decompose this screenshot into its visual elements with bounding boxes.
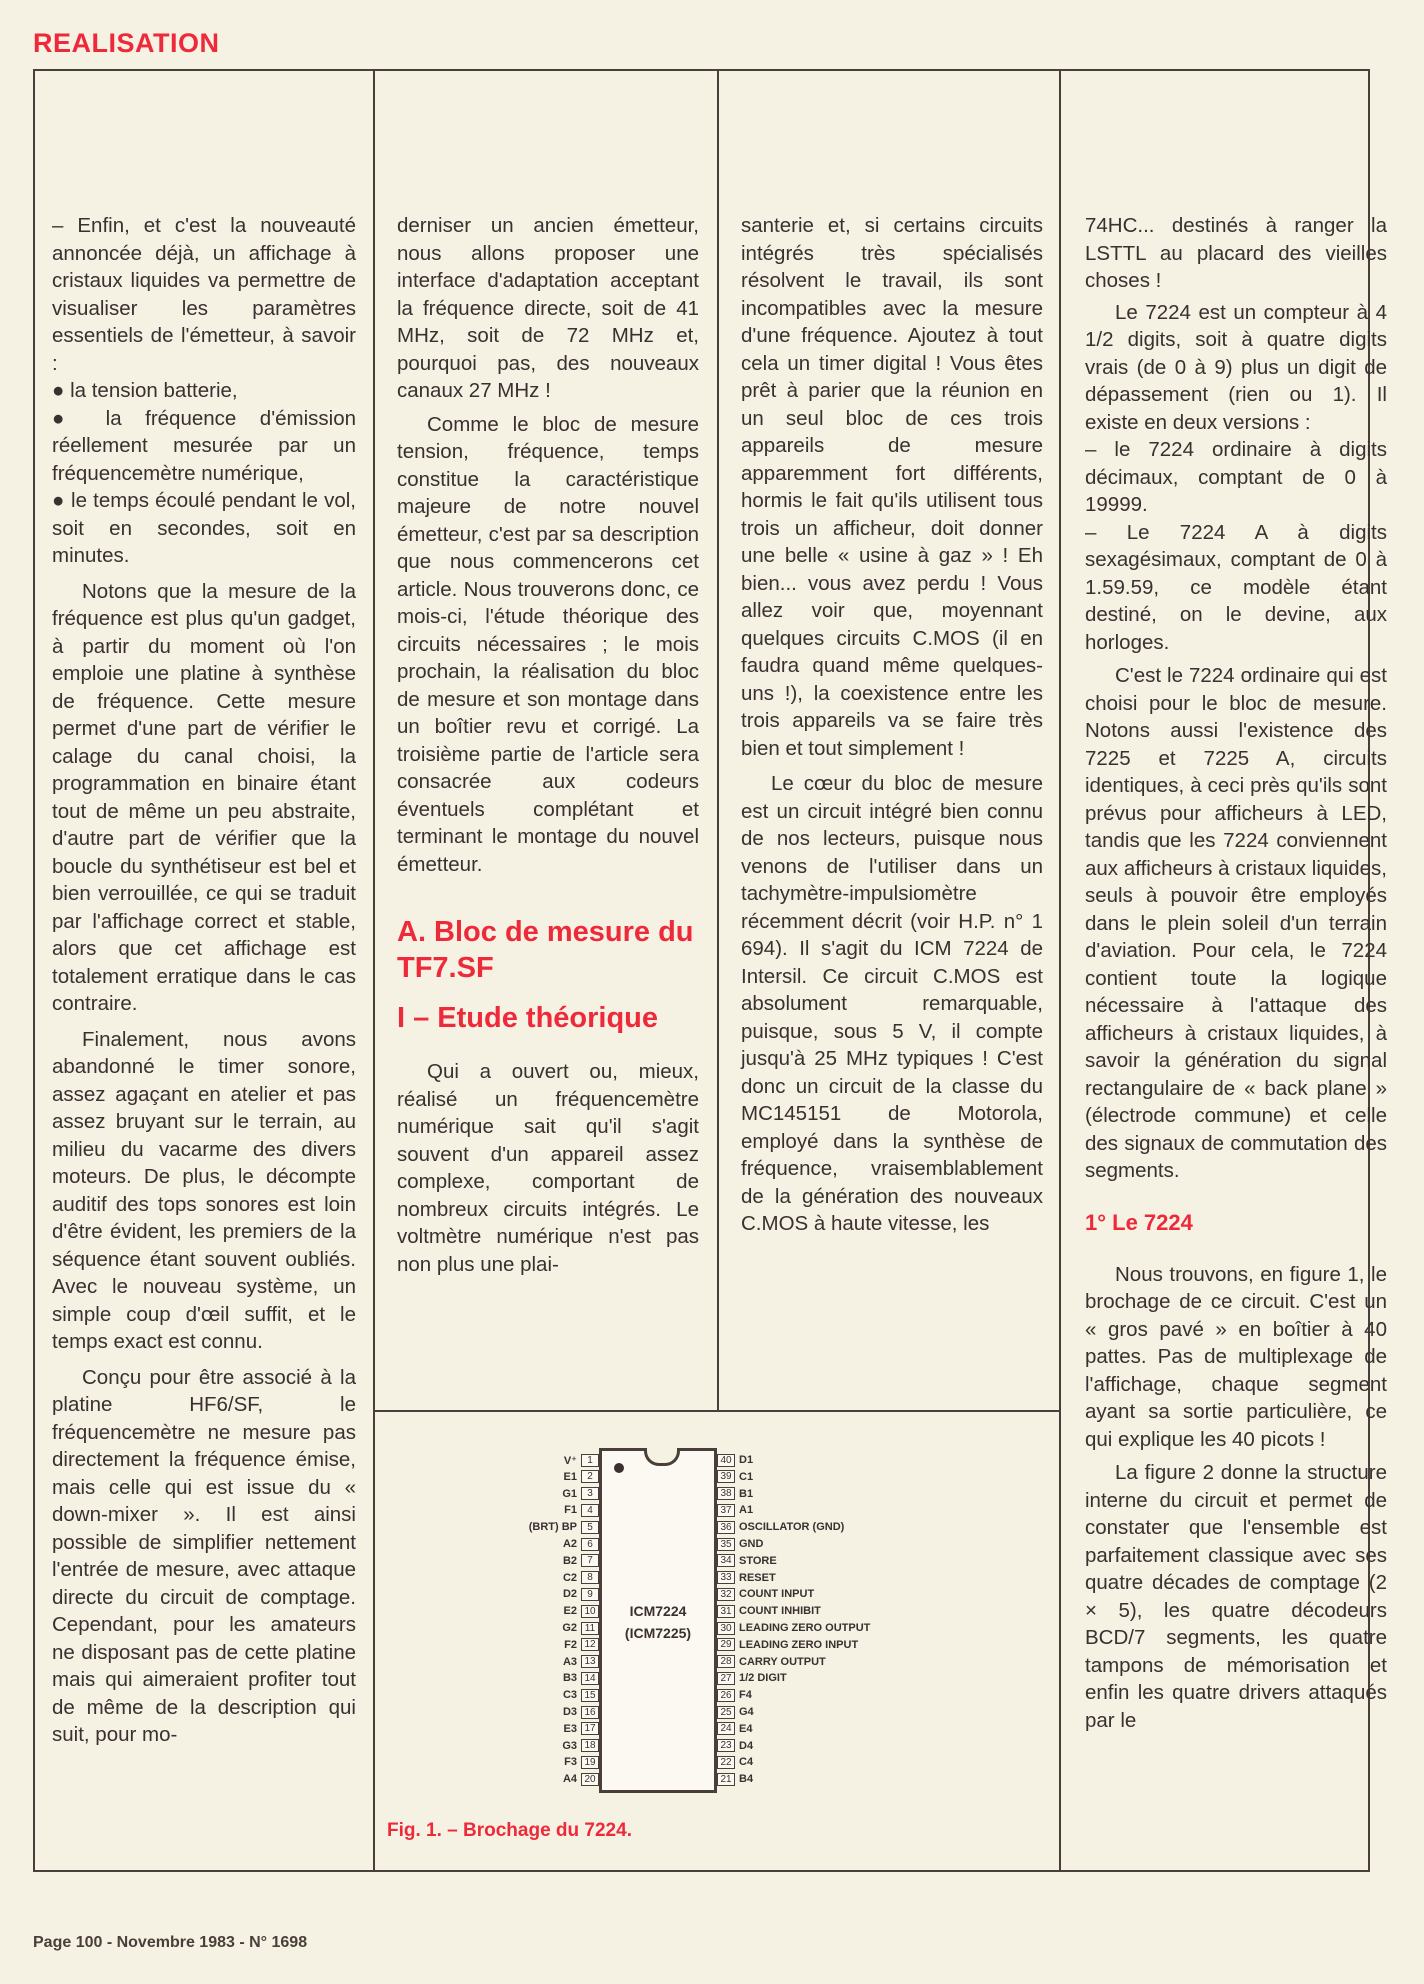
pin-number: 8 <box>581 1571 599 1584</box>
chip-body <box>599 1448 717 1793</box>
pin-number: 19 <box>581 1756 599 1769</box>
column-rule-1 <box>373 70 375 1410</box>
paragraph: C'est le 7224 ordinaire qui est choisi pour le bloc de mesure. Notons aussi l'existence des 7225 et 7225 A, circuits identiques, à ceci près qu'ils sont prévus pour afficheurs à LED, tandis que les 7224 conviennent aux afficheurs à cristaux liquides, seuls à pouvoir être employés dans le plein soleil d'un terrain d'aviation. Pour cela, le 7224 contient toute la logique nécessaire à l'attaque des afficheurs à cristaux liquides, à savoir la génération du signal rectangulaire de « back plane » (électrode commune) et celle des signaux de commutation des segments. <box>1085 664 1387 1182</box>
column-2 <box>397 212 699 1278</box>
pin-number: 13 <box>581 1655 599 1668</box>
pin-row <box>717 1520 1017 1534</box>
paragraph: Conçu pour être associé à la platine HF6/SF, le fréquencemètre ne mesure pas directement la fréquence émise, mais celle qui est issue du « down-mixer ». Il est ainsi possible de simplifier nettement l'entrée de mesure, avec attaque directe du circuit de comptage. Cependant, pour les amateurs ne disposant pas de cette platine mais qui aimeraient profiter tout de même de la description qui suit, pour mo- <box>52 1365 356 1746</box>
pin-name: COUNT INHIBIT <box>739 1605 821 1618</box>
pin-name: E4 <box>739 1722 753 1735</box>
pin-number: 2 <box>581 1470 599 1483</box>
pin-number: 33 <box>717 1571 735 1584</box>
pin-number: 34 <box>717 1554 735 1567</box>
pin-row <box>717 1453 1017 1467</box>
pin-name: E3 <box>563 1722 577 1735</box>
page-footer: Page 100 - Novembre 1983 - N° 1698 <box>33 1934 308 1951</box>
pin-row <box>375 1571 599 1585</box>
pin-name: 1/2 DIGIT <box>739 1672 787 1685</box>
chip-alt-name: (ICM7225) <box>624 1625 692 1641</box>
pin-row <box>717 1621 1017 1635</box>
pin-row <box>375 1470 599 1484</box>
pin-row <box>375 1621 599 1635</box>
pin-number: 24 <box>717 1722 735 1735</box>
bullet-item: ● la tension batterie, <box>52 379 238 402</box>
pin-row <box>375 1453 599 1467</box>
pin-row <box>375 1705 599 1719</box>
pin-name: E2 <box>563 1605 577 1618</box>
pin-name: A3 <box>562 1655 577 1668</box>
pin-row <box>717 1604 1017 1618</box>
pin-name: A2 <box>562 1538 577 1550</box>
chip-name: ICM7224 <box>629 1603 687 1619</box>
pin-row <box>375 1688 599 1702</box>
pin-number: 11 <box>581 1622 599 1635</box>
pin-number: 5 <box>581 1521 599 1534</box>
pin-row <box>375 1487 599 1501</box>
pin-number: 15 <box>581 1689 599 1702</box>
pin-name: CARRY OUTPUT <box>739 1655 826 1668</box>
pin-number: 6 <box>581 1538 599 1551</box>
pin-row <box>717 1487 1017 1501</box>
column-4 <box>1085 212 1387 1734</box>
figure-pinout <box>375 1410 1058 1872</box>
pin-name: D4 <box>739 1739 754 1752</box>
pin-name: G2 <box>562 1622 577 1634</box>
paragraph: Notons que la mesure de la fréquence est plus qu'un gadget, à partir du moment où l'on emploie une platine à synthèse de fréquence. Cette mesure permet d'une part de vérifier le calage du canal choisi, la programmation en binaire étant tout de même un peu abstraite, d'autre part de vérifier que la boucle du synthétiseur est bel et bien verrouillée, ce qui se traduit par l'affichage correct et stable, alors que cet affichage est totalement erratique dans le cas contraire. <box>52 579 356 1015</box>
pin-row <box>717 1739 1017 1753</box>
pin-number: 28 <box>717 1655 735 1668</box>
pin-number: 18 <box>581 1739 599 1752</box>
pin-name: LEADING ZERO OUTPUT <box>739 1622 871 1634</box>
pin-number: 12 <box>581 1638 599 1651</box>
pin-row <box>375 1537 599 1551</box>
pin-name: COUNT INPUT <box>739 1588 815 1601</box>
bullet-item: ● le temps écoulé pendant le vol, soit en secondes, soit en minutes. <box>52 489 356 567</box>
pin-row <box>375 1587 599 1601</box>
pin-number: 26 <box>717 1689 735 1702</box>
list-item: – Le 7224 A à digits sexagésimaux, comptant de 0 à 1.59.59, ce modèle étant destiné, on le devine, aux horloges. <box>1085 520 1387 654</box>
pin-row <box>717 1671 1017 1685</box>
paragraph: santerie et, si certains circuits intégrés très spécialisés résolvent le travail, ils sont incompatibles avec la mesure d'une fréquence. Ajoutez à tout cela un timer digital ! Vous êtes prêt à parier que la réunion en un seul bloc de ces trois appareils de mesure apparemment fort différents, hormis le fait qu'ils utilisent tous trois un afficheur, doit donner une belle « usine à gaz » ! Eh bien... vous avez perdu ! Vous allez voir que, moyennant quelques circuits C.MOS (il en faudra quand même quelques-uns !), la coexistence entre les trois appareils va se faire très bien et tout simplement ! <box>741 214 1043 760</box>
subsection-heading: I – Etude théorique <box>397 1002 659 1034</box>
pin-row <box>717 1537 1017 1551</box>
pin-row <box>375 1722 599 1736</box>
column-1 <box>52 212 356 1749</box>
pin-name: G1 <box>562 1487 577 1500</box>
pin-number: 32 <box>717 1588 735 1601</box>
paragraph: 74HC... destinés à ranger la LSTTL au placard des vieilles choses ! <box>1085 214 1387 292</box>
pin-number: 27 <box>717 1672 735 1685</box>
pin-name: B3 <box>562 1672 577 1685</box>
pin-number: 35 <box>717 1538 735 1551</box>
pin-number: 30 <box>717 1622 735 1635</box>
section-title: REALISATION <box>33 28 220 58</box>
pin-number: 3 <box>581 1487 599 1500</box>
chip-notch-icon <box>644 1448 680 1466</box>
pin-row <box>375 1655 599 1669</box>
pin-number: 23 <box>717 1739 735 1752</box>
pin-name: C1 <box>739 1470 754 1483</box>
pin-row <box>375 1554 599 1568</box>
pin-number: 20 <box>581 1773 599 1786</box>
pin-number: 16 <box>581 1706 599 1719</box>
pin-row <box>717 1772 1017 1786</box>
pin-number: 7 <box>581 1554 599 1567</box>
pin-name: GND <box>739 1538 764 1550</box>
pin-number: 17 <box>581 1722 599 1735</box>
pin-number: 1 <box>581 1454 599 1467</box>
paragraph: – Enfin, et c'est la nouveauté annoncée déjà, un affichage à cristaux liquides va permettre de visualiser les paramètres essentiels de l'émetteur, à savoir : <box>52 214 356 375</box>
pin-row <box>717 1503 1017 1517</box>
pin-name: F2 <box>564 1638 577 1651</box>
figure-caption: Fig. 1. – Brochage du 7224. <box>387 1820 632 1841</box>
pin-row <box>717 1688 1017 1702</box>
bullet-item: ● la fréquence d'émission réellement mesurée par un fréquencemètre numérique, <box>52 406 356 485</box>
subsection-heading: 1° Le 7224 <box>1085 1209 1193 1235</box>
pin-row <box>375 1671 599 1685</box>
pin-row <box>717 1571 1017 1585</box>
article-heading: A. Bloc de mesure du TF7.SF <box>397 916 694 984</box>
pin-name: C2 <box>562 1571 577 1584</box>
pin-number: 36 <box>717 1521 735 1534</box>
pin-name: LEADING ZERO INPUT <box>739 1638 859 1651</box>
pin-name: F1 <box>564 1504 577 1517</box>
pin-number: 4 <box>581 1504 599 1517</box>
pin-number: 31 <box>717 1605 735 1618</box>
pin-row <box>375 1503 599 1517</box>
pin-row <box>717 1705 1017 1719</box>
pin-name: G3 <box>562 1739 577 1752</box>
pin-row <box>375 1520 599 1534</box>
pin-name: A1 <box>739 1504 754 1517</box>
pin-number: 21 <box>717 1773 735 1786</box>
pin-number: 29 <box>717 1638 735 1651</box>
pin-number: 39 <box>717 1470 735 1483</box>
pin-name: D2 <box>562 1588 577 1601</box>
pin-name: STORE <box>739 1554 777 1567</box>
pin-number: 40 <box>717 1454 735 1467</box>
pin-row <box>717 1755 1017 1769</box>
pin-row <box>375 1604 599 1618</box>
pin-name: C3 <box>562 1689 577 1702</box>
pin-name: (BRT) BP <box>528 1521 577 1534</box>
pin-name: E1 <box>563 1470 577 1483</box>
pin-number: 9 <box>581 1588 599 1601</box>
pin-row <box>717 1587 1017 1601</box>
pin-row <box>375 1755 599 1769</box>
pin-number: 37 <box>717 1504 735 1517</box>
paragraph: derniser un ancien émetteur, nous allons proposer une interface d'adaptation acceptant la fréquence directe, soit de 41 MHz, soit de 72 MHz et, pourquoi pas, des nouveaux canaux 27 MHz ! <box>397 214 699 402</box>
pin-row <box>717 1722 1017 1736</box>
pin-name: V⁺ <box>563 1454 577 1467</box>
pin-row <box>717 1470 1017 1484</box>
paragraph: Finalement, nous avons abandonné le timer sonore, assez agaçant en atelier et pas assez bruyant sur le terrain, au milieu du vacarme des divers moteurs. De plus, le décompte auditif des tops sonores est loin d'être évident, les premiers de la séquence étant souvent oubliés. Avec le nouveau système, un simple coup d'œil suffit, et le temps exact est connu. <box>52 1027 356 1353</box>
pin-name: B1 <box>739 1487 754 1500</box>
paragraph: Nous trouvons, en figure 1, le brochage de ce circuit. C'est un « gros pavé » en boîtier à 40 pattes. Pas de multiplexage de l'affichage, chaque segment ayant sa sortie particulière, ce qui explique les 40 picots ! <box>1085 1262 1387 1451</box>
paragraph: La figure 2 donne la structure interne du circuit et permet de constater que l'ensemble est parfaitement classique avec ses quatre décades de comptage (2 × 5), les quatre décodeurs BCD/7 segments, les quatre tampons de mémorisation et enfin les quatre drivers attaqués par le <box>1085 1461 1387 1732</box>
pin-number: 38 <box>717 1487 735 1500</box>
list-item: – le 7224 ordinaire à digits décimaux, comptant de 0 à 19999. <box>1085 438 1387 516</box>
pin-row <box>375 1638 599 1652</box>
column-rule-2 <box>717 70 719 1410</box>
pin-number: 14 <box>581 1672 599 1685</box>
pin-name: B2 <box>562 1554 577 1567</box>
column-rule-3 <box>1059 70 1061 1872</box>
pin-row <box>375 1739 599 1753</box>
paragraph: Comme le bloc de mesure tension, fréquence, temps constitue la caractéristique majeure de notre nouvel émetteur, c'est par sa description que nous commencerons cet article. Nous trouverons donc, ce mois-ci, l'étude théorique des circuits nécessaires ; le mois prochain, la réalisation du bloc de mesure et son montage dans un boîtier revu et corrigé. La troisième partie de l'article sera consacrée aux codeurs éventuels complétant et terminant le montage du nouvel émetteur. <box>397 412 699 876</box>
paragraph: Qui a ouvert ou, mieux, réalisé un fréquencemètre numérique sait qu'il s'agit souvent d'un appareil assez complexe, comportant de nombreux circuits intégrés. Le voltmètre numérique n'est pas non plus une plai- <box>397 1060 699 1276</box>
pin-name: F4 <box>739 1689 752 1702</box>
pin-row <box>717 1638 1017 1652</box>
pin-number: 10 <box>581 1605 599 1618</box>
pin-number: 22 <box>717 1756 735 1769</box>
pin-name: RESET <box>739 1571 776 1584</box>
pin-name: F3 <box>564 1756 577 1769</box>
pin-name: B4 <box>739 1773 754 1786</box>
pin-row <box>717 1554 1017 1568</box>
paragraph: Le 7224 est un compteur à 4 1/2 digits, soit à quatre digits vrais (de 0 à 9) plus un digit de dépassement (rien ou 1). Il existe en deux versions : <box>1085 300 1387 434</box>
pin-name: A4 <box>562 1773 577 1786</box>
pin-name: G4 <box>739 1706 754 1718</box>
pin-name: OSCILLATOR (GND) <box>739 1521 845 1534</box>
column-3 <box>741 212 1043 1238</box>
paragraph: Le cœur du bloc de mesure est un circuit intégré bien connu de nos lecteurs, puisque nous venons de l'utiliser dans un tachymètre-impulsiomètre récemment décrit (voir H.P. n° 1 694). Il s'agit du ICM 7224 de Intersil. Ce circuit C.MOS est absolument remarquable, puisque, sous 5 V, il compte jusqu'à 25 MHz typiques ! C'est donc un circuit de la classe du MC145151 de Motorola, employé dans la synthèse de fréquence, vraisemblablement de la génération des nouveaux C.MOS à haute vitesse, les <box>741 772 1043 1235</box>
pin-name: C4 <box>739 1756 754 1769</box>
pin-row <box>717 1655 1017 1669</box>
pin1-dot-icon <box>614 1463 624 1473</box>
pin-name: D1 <box>739 1454 754 1466</box>
pin-row <box>375 1772 599 1786</box>
pin-name: D3 <box>562 1706 577 1718</box>
pin-number: 25 <box>717 1706 735 1719</box>
